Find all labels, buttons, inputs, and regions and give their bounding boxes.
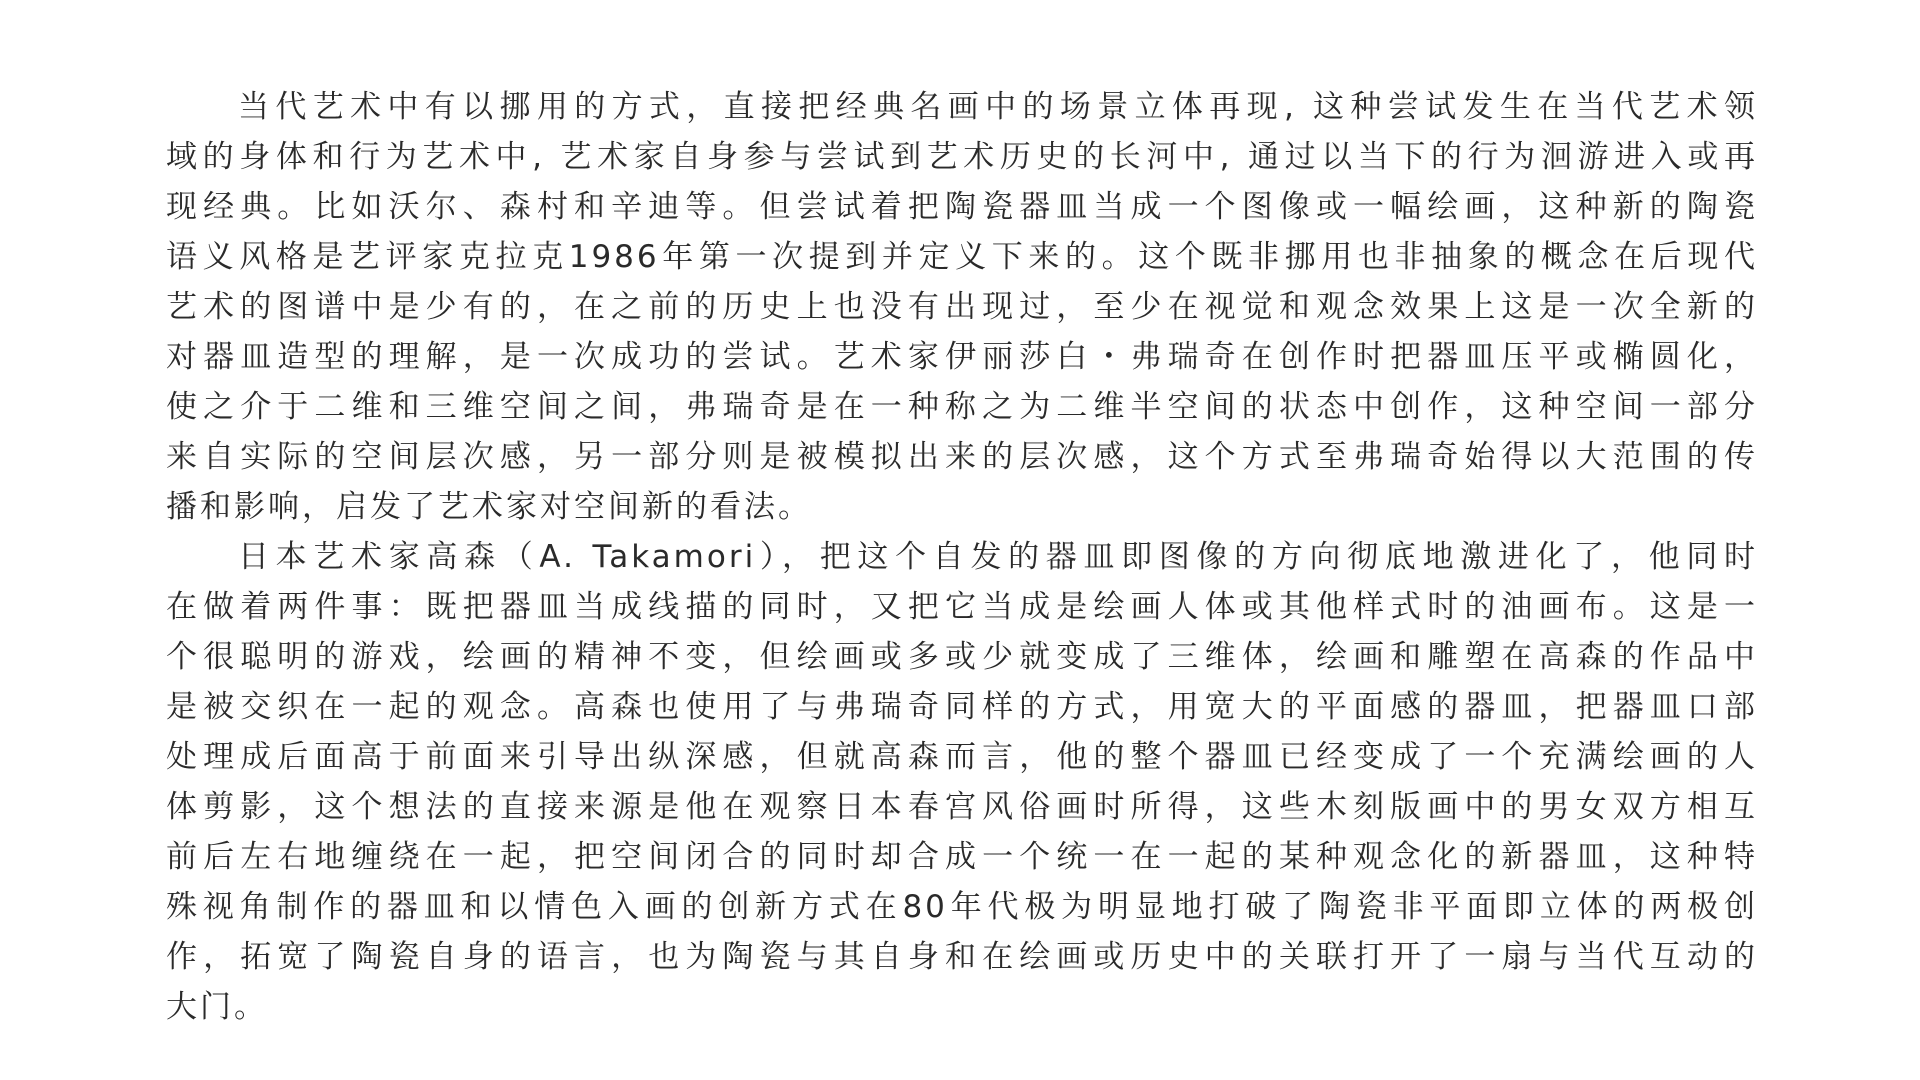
text-line: 在做着两件事：既把器皿当成线描的同时，又把它当成是绘画人体或其他样式时的油画布。这是一 <box>166 589 1758 625</box>
text-line: 作，拓宽了陶瓷自身的语言，也为陶瓷与其自身和在绘画或历史中的关联打开了一扇与当代互动的 <box>166 939 1758 975</box>
text-line: 前后左右地缠绕在一起，把空间闭合的同时却合成一个统一在一起的某种观念化的新器皿，这种特 <box>166 839 1758 875</box>
text-line: 域的身体和行为艺术中, 艺术家自身参与尝试到艺术历史的长河中, 通过以当下的行为洄游进入或再 <box>166 139 1758 175</box>
text-line: 当代艺术中有以挪用的方式，直接把经典名画中的场景立体再现, 这种尝试发生在当代艺术领 <box>238 89 1758 125</box>
text-line: 播和影响，启发了艺术家对空间新的看法。 <box>166 489 812 525</box>
text-line: 大门。 <box>166 989 268 1025</box>
text-line: 现经典。比如沃尔、森村和辛迪等。但尝试着把陶瓷器皿当成一个图像或一幅绘画，这种新的陶瓷 <box>166 189 1758 225</box>
text-line: 是被交织在一起的观念。高森也使用了与弗瑞奇同样的方式，用宽大的平面感的器皿，把器皿口部 <box>166 689 1758 725</box>
text-line: 殊视角制作的器皿和以情色入画的创新方式在80年代极为明显地打破了陶瓷非平面即立体的两极创 <box>166 889 1758 925</box>
text-line: 体剪影，这个想法的直接来源是他在观察日本春宫风俗画时所得，这些木刻版画中的男女双方相互 <box>166 789 1758 825</box>
text-line: 使之介于二维和三维空间之间，弗瑞奇是在一种称之为二维半空间的状态中创作，这种空间一部分 <box>166 389 1758 425</box>
text-line: 语义风格是艺评家克拉克1986年第一次提到并定义下来的。这个既非挪用也非抽象的概念在后现代 <box>166 239 1758 275</box>
text-line: 对器皿造型的理解，是一次成功的尝试。艺术家伊丽莎白・弗瑞奇在创作时把器皿压平或椭圆化， <box>166 339 1758 375</box>
text-line: 艺术的图谱中是少有的，在之前的历史上也没有出现过，至少在视觉和观念效果上这是一次全新的 <box>166 289 1758 325</box>
text-line: 来自实际的空间层次感，另一部分则是被模拟出来的层次感，这个方式至弗瑞奇始得以大范围的传 <box>166 439 1758 475</box>
text-line: 个很聪明的游戏，绘画的精神不变，但绘画或多或少就变成了三维体，绘画和雕塑在高森的作品中 <box>166 639 1758 675</box>
paragraph-1 <box>166 82 1758 532</box>
text-line: 日本艺术家高森（A. Takamori），把这个自发的器皿即图像的方向彻底地激进化了，他同时 <box>238 539 1758 575</box>
text-line: 处理成后面高于前面来引导出纵深感，但就高森而言，他的整个器皿已经变成了一个充满绘画的人 <box>166 739 1758 775</box>
text-body <box>166 82 1758 1032</box>
paragraph-2 <box>166 532 1758 1032</box>
